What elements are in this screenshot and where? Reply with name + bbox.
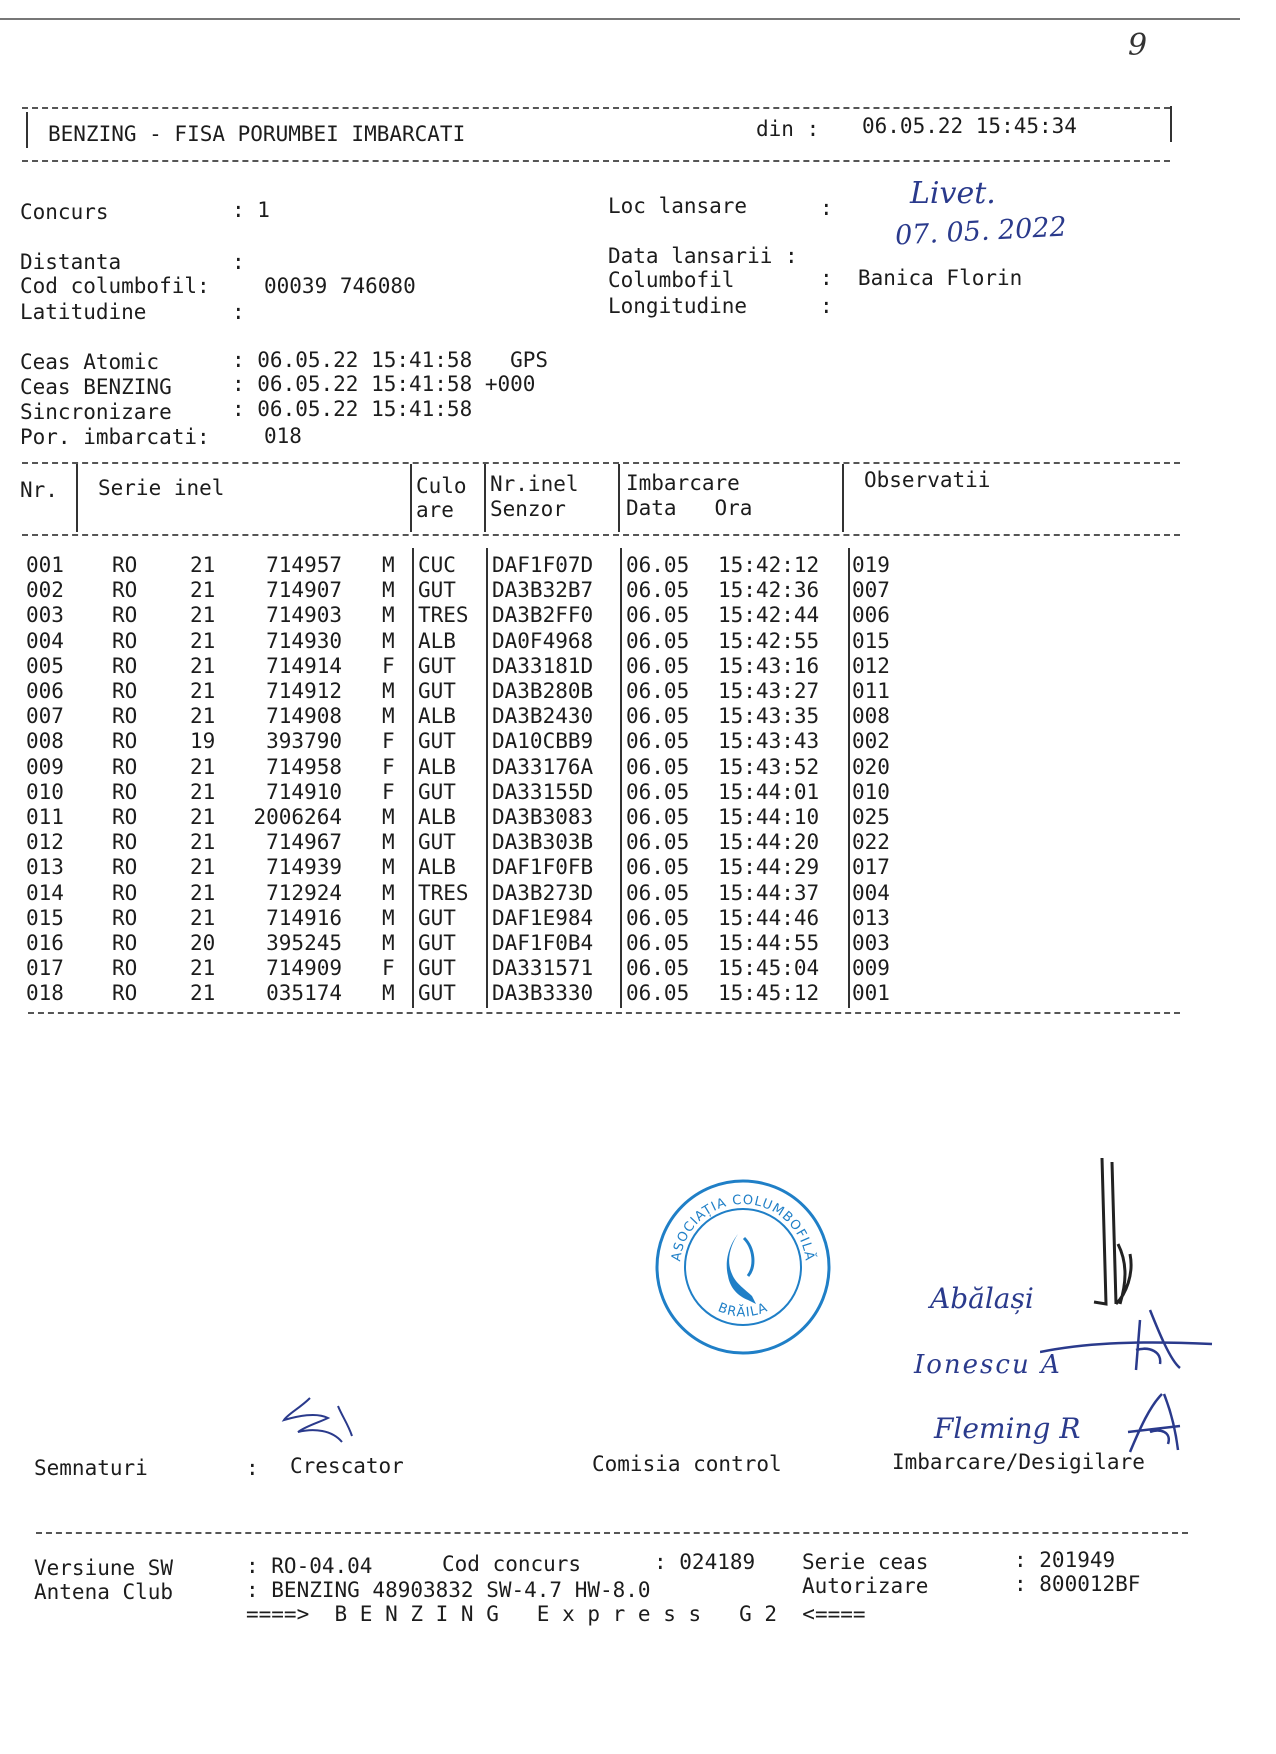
cell-sex: F	[382, 729, 395, 754]
commission-signature-3	[1120, 1388, 1190, 1458]
distanta-label: Distanta	[20, 250, 122, 274]
cell-sex: M	[382, 679, 395, 703]
cell-country: RO	[112, 653, 138, 678]
cell-country: RO	[112, 754, 138, 779]
cell-nr: 012	[26, 830, 64, 855]
sincronizare-label: Sincronizare	[20, 400, 172, 424]
columbofil-value: : Banica Florin	[820, 266, 1023, 290]
cell-sensor: DAF1F0B4	[492, 931, 594, 955]
cell-date: 06.05	[626, 830, 690, 855]
cell-observation: 003	[852, 931, 890, 955]
cell-observation: 006	[852, 603, 890, 628]
data-lansarii-label: Data lansarii :	[608, 244, 798, 268]
cell-observation: 022	[852, 830, 890, 855]
cell-observation: 002	[852, 729, 890, 754]
table-top-border	[22, 462, 1180, 464]
table-row	[0, 855, 1276, 880]
cell-date: 06.05	[626, 603, 690, 628]
cell-date: 06.05	[626, 981, 690, 1006]
cell-country: RO	[112, 830, 138, 855]
cell-color: TRES	[418, 603, 469, 628]
cell-nr: 010	[26, 779, 64, 804]
crescator-signature	[280, 1392, 390, 1452]
cell-sensor: DA3B2FF0	[492, 603, 594, 628]
longitudine-label: Longitudine	[608, 294, 748, 318]
cell-ring-number: 395245	[266, 931, 342, 955]
cell-nr: 016	[26, 931, 64, 955]
cell-observation: 013	[852, 905, 890, 930]
stamp-text-top: ASOCIAȚIA COLUMBOFILĂ	[669, 1192, 817, 1263]
cell-nr: 014	[26, 880, 64, 905]
table-row	[0, 729, 1276, 754]
cell-ring-number: 714910	[266, 779, 342, 804]
col-header-culoare-2: are	[416, 498, 454, 522]
cell-ring-number: 714907	[266, 578, 342, 603]
cell-observation: 009	[852, 956, 890, 981]
date-label: din :	[756, 117, 820, 141]
cell-ring-number: 035174	[266, 981, 342, 1006]
cell-color: GUT	[418, 679, 456, 703]
cell-sensor: DA3B280B	[492, 679, 594, 703]
cell-year: 21	[190, 704, 216, 729]
cell-date: 06.05	[626, 805, 690, 829]
cell-ring-number: 712924	[266, 880, 342, 905]
table-row	[0, 578, 1276, 603]
col-divider	[410, 464, 412, 532]
distanta-colon: :	[232, 250, 245, 274]
cell-country: RO	[112, 880, 138, 905]
cell-nr: 018	[26, 981, 64, 1006]
crescator-label: Crescator	[290, 1454, 404, 1478]
svg-text:BRĂILA	[716, 1300, 770, 1320]
table-row	[0, 629, 1276, 654]
col-header-culoare: Culo	[416, 474, 467, 498]
cell-country: RO	[112, 729, 138, 754]
ceas-atomic-label: Ceas Atomic	[20, 350, 160, 374]
cell-date: 06.05	[626, 905, 690, 930]
cell-time: 15:44:55	[718, 931, 820, 955]
cell-ring-number: 714916	[266, 905, 342, 930]
cell-sex: M	[382, 553, 395, 577]
table-row	[0, 981, 1276, 1006]
cod-concurs-label: Cod concurs	[442, 1552, 582, 1576]
header-top-border	[22, 107, 1170, 109]
cell-nr: 004	[26, 628, 64, 653]
cell-nr: 003	[26, 603, 64, 628]
cell-time: 15:43:52	[718, 754, 820, 779]
cell-sensor: DA33176A	[492, 754, 594, 779]
cell-sensor: DA33155D	[492, 779, 594, 804]
cell-nr: 005	[26, 653, 64, 678]
concurs-value: : 1	[232, 198, 270, 222]
cell-nr: 015	[26, 905, 64, 930]
cell-time: 15:43:43	[718, 729, 820, 754]
cell-sex: F	[382, 653, 395, 678]
page-number: 9	[1128, 28, 1148, 63]
header-right-border	[1170, 106, 1172, 142]
commission-name-3: Fleming R	[934, 1412, 1081, 1445]
cell-color: TRES	[418, 880, 469, 905]
cell-time: 15:43:16	[718, 653, 820, 678]
cell-color: ALB	[418, 628, 456, 653]
ceas-atomic-value: : 06.05.22 15:41:58 GPS	[232, 348, 549, 372]
cell-ring-number: 714912	[266, 679, 342, 703]
cell-nr: 017	[26, 956, 64, 981]
cell-ring-number: 714957	[266, 553, 342, 577]
cod-columbofil-label: Cod columbofil:	[20, 274, 210, 298]
serie-ceas-label: Serie ceas	[802, 1550, 929, 1574]
cell-sensor: DAF1F07D	[492, 553, 594, 577]
comisia-control-label: Comisia control	[592, 1452, 782, 1476]
por-imbarcati-value: 018	[264, 424, 302, 448]
cell-sex: M	[382, 880, 395, 905]
col-header-data-ora: Data Ora	[626, 496, 753, 520]
cell-color: GUT	[418, 981, 456, 1006]
cell-ring-number: 714909	[266, 956, 342, 981]
col-divider	[484, 464, 486, 532]
cell-observation: 025	[852, 805, 890, 829]
association-stamp	[652, 1176, 834, 1358]
cell-time: 15:44:37	[718, 880, 820, 905]
cell-year: 19	[190, 729, 216, 754]
serie-ceas-value: : 201949	[1014, 1548, 1116, 1572]
cell-ring-number: 714967	[266, 830, 342, 855]
cell-nr: 011	[26, 805, 64, 829]
cell-year: 20	[190, 931, 216, 955]
latitudine-colon: :	[232, 300, 245, 324]
official-signature	[1080, 1154, 1150, 1314]
cell-observation: 019	[852, 553, 890, 577]
cell-time: 15:42:36	[718, 578, 820, 603]
cell-year: 21	[190, 653, 216, 678]
table-row	[0, 956, 1276, 981]
col-divider	[842, 464, 844, 532]
cell-nr: 008	[26, 729, 64, 754]
cell-color: ALB	[418, 855, 456, 880]
col-header-senzor: Senzor	[490, 497, 566, 521]
cell-date: 06.05	[626, 628, 690, 653]
cell-time: 15:42:12	[718, 553, 820, 577]
cell-sex: M	[382, 830, 395, 855]
cell-observation: 010	[852, 779, 890, 804]
col-header-serie: Serie inel	[98, 476, 225, 500]
cell-observation: 017	[852, 855, 890, 880]
ceas-benzing-value: : 06.05.22 15:41:58 +000	[232, 372, 536, 396]
cell-year: 21	[190, 603, 216, 628]
cell-nr: 009	[26, 754, 64, 779]
cell-country: RO	[112, 603, 138, 628]
cell-year: 21	[190, 956, 216, 981]
cell-sensor: DA10CBB9	[492, 729, 594, 754]
cell-ring-number: 714930	[266, 628, 342, 653]
cod-concurs-value: : 024189	[654, 1550, 756, 1574]
table-row	[0, 830, 1276, 855]
col-header-imbarcare: Imbarcare	[626, 471, 740, 495]
table-row	[0, 780, 1276, 805]
col-divider	[618, 464, 620, 532]
cell-date: 06.05	[626, 578, 690, 603]
cell-sex: M	[382, 905, 395, 930]
print-date: 06.05.22 15:45:34	[862, 114, 1077, 138]
table-row	[0, 654, 1276, 679]
cell-sex: F	[382, 956, 395, 981]
commission-name-1: Abălași	[930, 1282, 1034, 1315]
cell-date: 06.05	[626, 855, 690, 880]
semnaturi-label: Semnaturi	[34, 1456, 148, 1480]
cell-sensor: DA3B32B7	[492, 578, 594, 603]
cell-time: 15:44:29	[718, 855, 820, 880]
cell-color: GUT	[418, 830, 456, 855]
cell-color: CUC	[418, 553, 456, 577]
table-header-border	[22, 534, 1180, 536]
cell-sex: M	[382, 805, 395, 829]
cell-color: ALB	[418, 754, 456, 779]
cell-date: 06.05	[626, 754, 690, 779]
cell-sensor: DA3B2430	[492, 704, 594, 729]
cell-color: ALB	[418, 704, 456, 729]
commission-signature-2	[1040, 1300, 1220, 1380]
cod-columbofil-value: 00039 746080	[264, 274, 416, 298]
cell-observation: 004	[852, 880, 890, 905]
stamp-text-bottom: BRĂILA	[715, 1300, 771, 1321]
cell-color: GUT	[418, 653, 456, 678]
cell-date: 06.05	[626, 956, 690, 981]
cell-country: RO	[112, 905, 138, 930]
cell-time: 15:45:04	[718, 956, 820, 981]
cell-year: 21	[190, 779, 216, 804]
release-location-handwritten: Livet.	[910, 176, 996, 211]
cell-country: RO	[112, 779, 138, 804]
cell-year: 21	[190, 880, 216, 905]
antena-club-value: : BENZING 48903832 SW-4.7 HW-8.0	[246, 1578, 651, 1602]
autorizare-value: : 800012BF	[1014, 1572, 1141, 1596]
cell-observation: 007	[852, 578, 890, 603]
cell-ring-number: 2006264	[253, 805, 342, 829]
cell-sensor: DAF1F0FB	[492, 855, 594, 880]
footer-divider	[36, 1532, 1188, 1534]
cell-color: ALB	[418, 805, 456, 829]
cell-country: RO	[112, 578, 138, 603]
cell-sex: M	[382, 578, 395, 603]
cell-date: 06.05	[626, 679, 690, 703]
cell-time: 15:45:12	[718, 981, 820, 1006]
table-row	[0, 906, 1276, 931]
cell-color: GUT	[418, 931, 456, 955]
cell-year: 21	[190, 578, 216, 603]
col-header-inel: Nr.inel	[490, 472, 579, 496]
cell-country: RO	[112, 981, 138, 1006]
cell-country: RO	[112, 855, 138, 880]
table-row	[0, 704, 1276, 729]
cell-ring-number: 714939	[266, 855, 342, 880]
cell-date: 06.05	[626, 653, 690, 678]
cell-year: 21	[190, 855, 216, 880]
autorizare-label: Autorizare	[802, 1574, 929, 1598]
table-row	[0, 679, 1276, 704]
cell-sensor: DA3B3083	[492, 805, 594, 829]
cell-observation: 001	[852, 981, 890, 1006]
cell-sensor: DAF1E984	[492, 905, 594, 930]
cell-sex: M	[382, 603, 395, 628]
cell-sensor: DA3B3330	[492, 981, 594, 1006]
cell-time: 15:43:35	[718, 704, 820, 729]
release-date-handwritten: 07. 05. 2022	[894, 211, 1068, 252]
cell-date: 06.05	[626, 729, 690, 754]
cell-year: 21	[190, 679, 216, 703]
cell-country: RO	[112, 704, 138, 729]
cell-color: GUT	[418, 779, 456, 804]
cell-date: 06.05	[626, 704, 690, 729]
cell-country: RO	[112, 931, 138, 955]
cell-sex: F	[382, 754, 395, 779]
cell-nr: 002	[26, 578, 64, 603]
versiune-sw-label: Versiune SW	[34, 1556, 174, 1580]
loc-lansare-label: Loc lansare	[608, 194, 748, 218]
header-bottom-border	[22, 160, 1170, 162]
header-left-border	[26, 112, 28, 148]
imbarcare-desigilare-label: Imbarcare/Desigilare	[892, 1450, 1145, 1474]
cell-time: 15:44:46	[718, 905, 820, 930]
sincronizare-value: : 06.05.22 15:41:58	[232, 397, 473, 421]
cell-year: 21	[190, 553, 216, 577]
cell-sensor: DA0F4968	[492, 628, 594, 653]
concurs-label: Concurs	[20, 200, 109, 224]
cell-color: GUT	[418, 956, 456, 981]
cell-time: 15:42:44	[718, 603, 820, 628]
antena-club-label: Antena Club	[34, 1580, 174, 1604]
cell-year: 21	[190, 628, 216, 653]
cell-country: RO	[112, 956, 138, 981]
cell-ring-number: 393790	[266, 729, 342, 754]
columbofil-label: Columbofil	[608, 268, 735, 292]
table-bottom-border	[28, 1012, 1180, 1014]
table-row	[0, 603, 1276, 628]
cell-sex: M	[382, 704, 395, 729]
cell-color: GUT	[418, 905, 456, 930]
cell-sensor: DA3B303B	[492, 830, 594, 855]
cell-date: 06.05	[626, 553, 690, 577]
cell-year: 21	[190, 905, 216, 930]
cell-nr: 006	[26, 679, 64, 703]
cell-sex: M	[382, 931, 395, 955]
table-row	[0, 805, 1276, 830]
cell-ring-number: 714958	[266, 754, 342, 779]
cell-year: 21	[190, 981, 216, 1006]
scan-edge	[0, 18, 1240, 20]
cell-date: 06.05	[626, 779, 690, 804]
cell-time: 15:44:20	[718, 830, 820, 855]
col-header-nr: Nr.	[20, 478, 58, 502]
cell-sex: F	[382, 779, 395, 804]
cell-year: 21	[190, 830, 216, 855]
cell-sex: M	[382, 628, 395, 653]
table-row	[0, 881, 1276, 906]
cell-sensor: DA331571	[492, 956, 594, 981]
cell-color: GUT	[418, 578, 456, 603]
latitudine-label: Latitudine	[20, 300, 147, 324]
semnaturi-colon: :	[246, 1456, 259, 1480]
cell-sensor: DA33181D	[492, 653, 594, 678]
cell-ring-number: 714908	[266, 704, 342, 729]
versiune-sw-value: : RO-04.04	[246, 1554, 373, 1578]
cell-country: RO	[112, 679, 138, 703]
cell-observation: 008	[852, 704, 890, 729]
table-row	[0, 553, 1276, 578]
cell-sex: M	[382, 981, 395, 1006]
cell-time: 15:42:55	[718, 628, 820, 653]
cell-time: 15:44:01	[718, 779, 820, 804]
table-row	[0, 755, 1276, 780]
svg-text:ASOCIAȚIA COLUMBOFILĂ	[669, 1193, 818, 1263]
cell-date: 06.05	[626, 880, 690, 905]
cell-nr: 013	[26, 855, 64, 880]
cell-country: RO	[112, 553, 138, 577]
cell-year: 21	[190, 754, 216, 779]
cell-nr: 007	[26, 704, 64, 729]
cell-color: GUT	[418, 729, 456, 754]
cell-date: 06.05	[626, 931, 690, 955]
cell-observation: 012	[852, 653, 890, 678]
cell-observation: 020	[852, 754, 890, 779]
cell-country: RO	[112, 805, 138, 829]
cell-ring-number: 714903	[266, 603, 342, 628]
table-row	[0, 931, 1276, 956]
cell-nr: 001	[26, 553, 64, 577]
cell-sex: M	[382, 855, 395, 880]
cell-observation: 011	[852, 679, 890, 703]
cell-ring-number: 714914	[266, 653, 342, 678]
cell-time: 15:43:27	[718, 679, 820, 703]
cell-sensor: DA3B273D	[492, 880, 594, 905]
loc-lansare-colon: :	[820, 196, 833, 220]
cell-observation: 015	[852, 628, 890, 653]
document-title: BENZING - FISA PORUMBEI IMBARCATI	[48, 122, 466, 146]
col-divider	[76, 464, 78, 532]
ceas-benzing-label: Ceas BENZING	[20, 375, 172, 399]
longitudine-colon: :	[820, 294, 833, 318]
benzing-express-banner: ====> B E N Z I N G E x p r e s s G 2 <====	[246, 1602, 866, 1626]
col-header-observatii: Observatii	[864, 468, 991, 492]
por-imbarcati-label: Por. imbarcati:	[20, 425, 210, 449]
cell-country: RO	[112, 628, 138, 653]
cell-time: 15:44:10	[718, 805, 820, 829]
commission-name-2: Ionescu A	[914, 1350, 1062, 1380]
cell-year: 21	[190, 805, 216, 829]
